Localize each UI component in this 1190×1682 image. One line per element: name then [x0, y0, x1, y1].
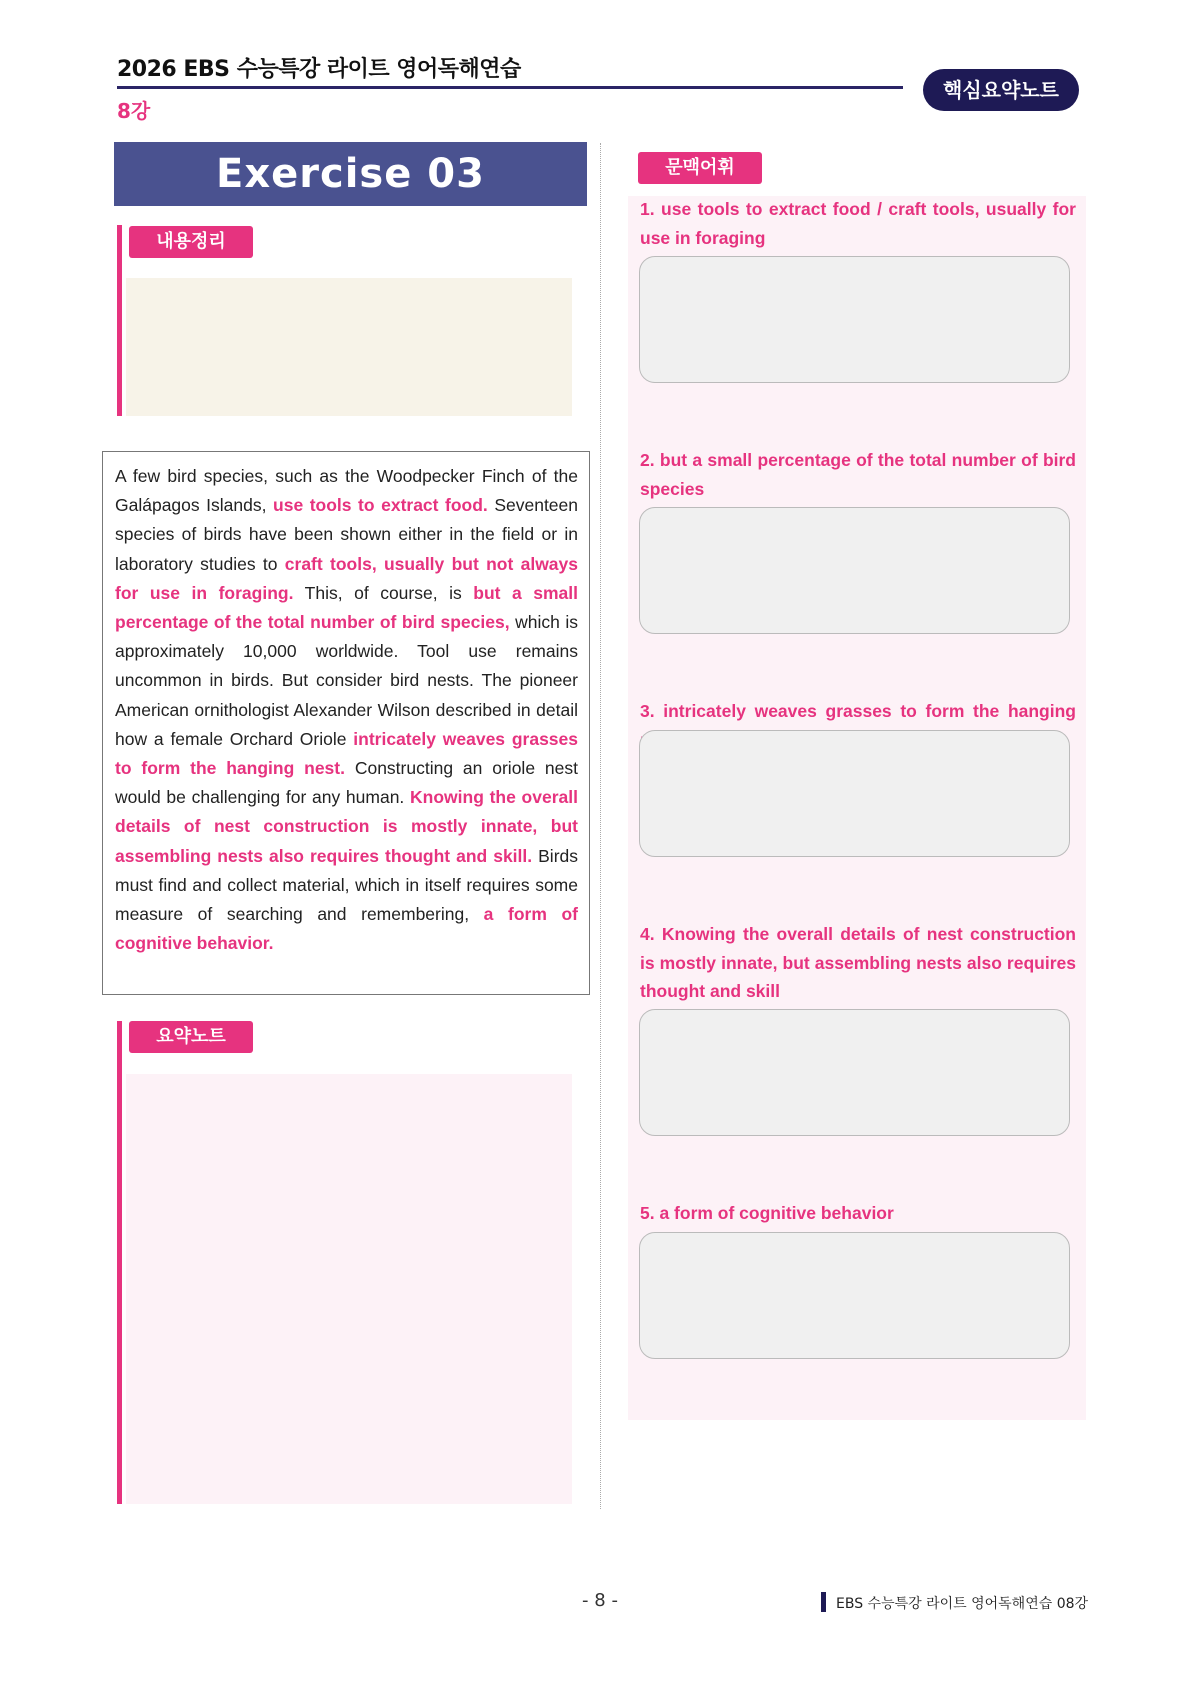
summary-accent-bar: [117, 225, 122, 416]
passage-text: Constructing an oriole nest would be challenging for any human.: [115, 758, 578, 808]
vocab-answer-box-3[interactable]: [639, 730, 1070, 857]
footer-text: EBS 수능특강 라이트 영어독해연습 08강: [836, 1596, 1089, 1612]
footer-accent-bar: [821, 1592, 826, 1612]
passage-text: This, of course, is: [293, 582, 474, 603]
notes-accent-bar: [117, 1021, 122, 1504]
vocab-answer-box-1[interactable]: [639, 256, 1070, 383]
vocab-tag: 문맥어휘: [638, 152, 762, 184]
page-number: - 8 -: [582, 1590, 618, 1611]
header-divider: [117, 86, 903, 89]
vocab-answer-box-5[interactable]: [639, 1232, 1070, 1359]
passage-text: Seventeen species of birds have been shown either in the field or in laboratory studies to: [115, 495, 579, 574]
section-badge: 핵심요약노트: [923, 69, 1079, 111]
passage-highlight: a form of cognitive behavior.: [115, 904, 578, 954]
vocab-item-4: 4. Knowing the overall details of nest construction is mostly innate, but assembling nests also requires thought and skill: [640, 924, 1076, 1001]
passage-highlight: use tools to extract food.: [273, 495, 488, 516]
passage-text: A few bird species, such as the Woodpecker Finch of the Galápagos Islands,: [115, 466, 578, 516]
header-title: 2026 EBS 수능특강 라이트 영어독해연습: [117, 57, 521, 82]
passage-text: Birds must find and collect material, which in itself requires some measure of searching and remembering,: [115, 845, 578, 925]
notes-input-area[interactable]: [126, 1074, 572, 1504]
summary-input-area[interactable]: [126, 278, 572, 416]
passage-text: which is approximately 10,000 worldwide. Tool use remains uncommon in birds. But consider bird nests. The pioneer American ornithologist Alexander Wilson described in detail how a female Orchard Oriole: [115, 612, 578, 749]
summary-tag: 내용정리: [129, 226, 253, 258]
vocab-answer-box-2[interactable]: [639, 507, 1070, 634]
vocab-answer-box-4[interactable]: [639, 1009, 1070, 1136]
passage: [102, 451, 590, 995]
vocab-item-2: 2. but a small percentage of the total number of bird species: [640, 450, 1076, 499]
exercise-title: Exercise 03: [114, 142, 587, 206]
passage-highlight: but a small percentage of the total number of bird species,: [115, 582, 578, 633]
column-divider: [600, 143, 601, 1509]
passage-highlight: Knowing the overall details of nest construction is mostly innate, but assembling nests also requires thought and skill.: [115, 787, 578, 866]
passage-highlight: craft tools, usually but not always for use in foraging.: [115, 553, 579, 603]
notes-tag: 요약노트: [129, 1021, 253, 1053]
vocab-item-3: 3. intricately weaves grasses to form the hanging: [640, 701, 1076, 721]
passage-highlight: intricately weaves grasses to form the hanging nest.: [115, 728, 578, 779]
vocab-item-1: 1. use tools to extract food / craft tools, usually for use in foraging: [640, 199, 1076, 248]
lesson-label: 8강: [117, 99, 151, 123]
vocab-item-5: 5. a form of cognitive behavior: [640, 1203, 894, 1223]
